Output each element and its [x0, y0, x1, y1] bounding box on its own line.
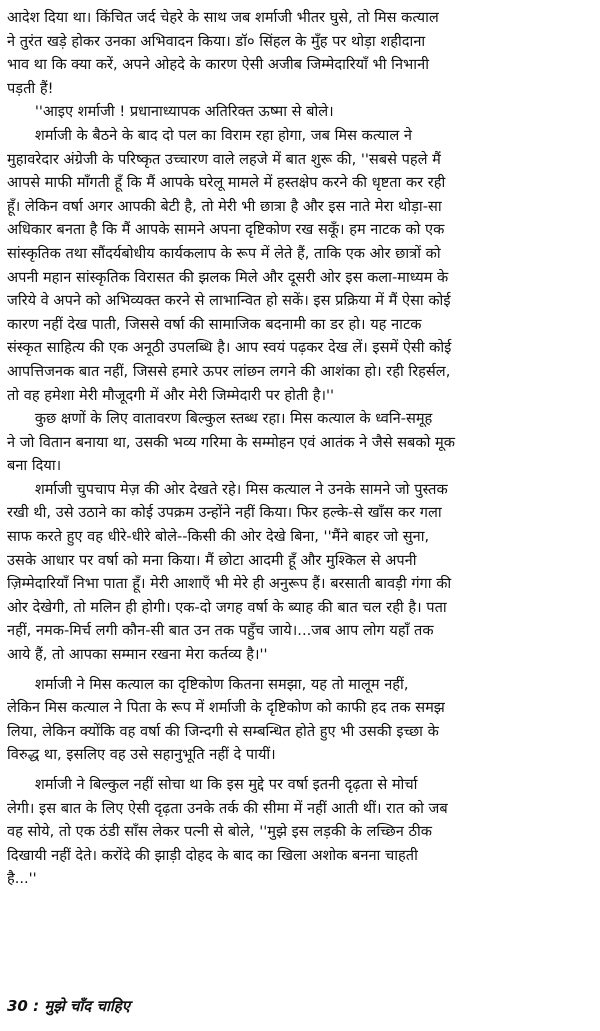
text-line: वह सोये, तो एक ठंडी साँस लेकर पत्नी से बोले, ''मुझे इस लड़की के लच्छिन ठीक — [7, 823, 432, 841]
text-line: अपनी महान सांस्कृतिक विरासत की झलक मिले और दूसरी ओर इस कला-माध्यम के — [7, 268, 449, 286]
text-line: भाव था कि क्या करें, अपने ओहदे के कारण ऐसी अजीब जिम्मेदारियाँ भी निभानी — [7, 56, 429, 74]
text-line: नहीं, नमक-मिर्च लगी कौन-सी बात उन तक पहुँच जाये।...जब आप लोग यहाँ तक — [7, 622, 434, 640]
paragraph — [7, 773, 591, 891]
text-line: बना दिया। — [7, 457, 62, 475]
text-line: उसके आधार पर वर्षा को मना किया। मैं छोटा आदमी हूँ और मुश्किल से अपनी — [7, 551, 417, 569]
text-line: आपत्तिजनक बात नहीं, जिससे हमारे ऊपर लांछन लगने की आशंका हो। रही रिहर्सल, — [7, 362, 451, 380]
text-line: ज़िम्मेदारियाँ निभा पाता हूँ। मेरी आशाएँ भी मेरे ही अनुरूप हैं। बरसाती बावड़ी गंगा की — [7, 575, 452, 593]
text-line: जरिये वे अपने को अभिव्यक्त करने से लाभान्वित हो सकें। इस प्रक्रिया में मैं ऐसा कोई — [7, 292, 451, 310]
text-line: संस्कृत साहित्य की एक अनूठी उपलब्धि है। आप स्वयं पढ़कर देख लें। इसमें ऐसी कोई — [7, 339, 452, 357]
paragraph — [7, 100, 591, 124]
page-number: 30 — [7, 997, 28, 1015]
text-line: सांस्कृतिक तथा सौंदर्यबोधीय कार्यकलाप के रूप में लेते हैं, ताकि एक ओर छात्रों को — [7, 244, 441, 262]
text-line: ओर देखेगी, तो मलिन ही होगी। एक-दो जगह वर्षा के ब्याह की बात चल रही है। पता — [7, 598, 447, 616]
text-line: साफ करते हुए वह धीरे-धीरे बोले--किसी की ओर देखे बिना, ''मैंने बाहर जो सुना, — [7, 528, 430, 546]
text-line: लेगी। इस बात के लिए ऐसी दृढ़ता उनके तर्क की सीमा में नहीं आती थीं। रात को जब — [7, 799, 448, 817]
text-line: लेकिन मिस कत्याल ने पिता के रूप में शर्माजी के दृष्टिकोण को काफी हद तक समझ — [7, 699, 445, 717]
text-line: शर्माजी के बैठने के बाद दो पल का विराम रहा होगा, जब मिस कत्याल ने — [7, 126, 412, 144]
paragraph — [7, 478, 591, 667]
text-line: कारण नहीं देख पाती, जिससे वर्षा की सामाजिक बदनामी का डर हो। यह नाटक — [7, 315, 422, 333]
text-line: हूँ। लेकिन वर्षा अगर आपकी बेटी है, तो मेरी भी छात्रा है और इस नाते मेरा थोड़ा-सा — [7, 197, 442, 215]
text-line: शर्माजी चुपचाप मेज़ की ओर देखते रहे। मिस कत्याल ने उनके सामने जो पुस्तक — [7, 480, 448, 498]
book-title: मुझे चाँद चाहिए — [44, 997, 131, 1015]
page-footer — [7, 994, 130, 1018]
text-line: है...'' — [7, 870, 37, 888]
text-line: दिखायी नहीं देते। करोंदे की झाड़ी दोहद के बाद का खिला अशोक बनना चाहती — [7, 846, 418, 864]
text-line: कुछ क्षणों के लिए वातावरण बिल्कुल स्तब्ध रहा। मिस कत्याल के ध्वनि-समूह — [7, 410, 433, 428]
text-line: तो वह हमेशा मेरी मौजूदगी में और मेरी जिम्मेदारी पर होती है।'' — [7, 386, 334, 404]
body-text — [7, 6, 591, 891]
paragraph — [7, 407, 591, 478]
text-line: ने तुरंत खड़े होकर उनका अभिवादन किया। डॉ० सिंहल के मुँह पर थोड़ा शहीदाना — [7, 32, 426, 50]
text-line: शर्माजी ने बिल्कुल नहीं सोचा था कि इस मुद्दे पर वर्षा इतनी दृढ़ता से मोर्चा — [7, 776, 418, 793]
text-line: शर्माजी ने मिस कत्याल का दृष्टिकोण कितना समझा, यह तो मालूम नहीं, — [7, 675, 409, 693]
footer-separator: : — [33, 997, 40, 1015]
paragraph — [7, 673, 591, 767]
paragraph — [7, 6, 591, 100]
text-line: आदेश दिया था। किंचित जर्द चेहरे के साथ जब शर्माजी भीतर घुसे, तो मिस कत्याल — [7, 9, 439, 26]
text-line: विरुद्ध था, इसलिए वह उसे सहानुभूति नहीं दे पायीं। — [7, 746, 276, 764]
text-line: आपसे माफी माँगती हूँ कि मैं आपके घरेलू मामले में हस्तक्षेप करने की धृष्टता कर रही — [7, 174, 446, 192]
text-line: आये हैं, तो आपका सम्मान रखना मेरा कर्तव्य है।'' — [7, 646, 268, 664]
text-line: ने जो वितान बनाया था, उसकी भव्य गरिमा के सम्मोहन एवं आतंक ने जैसे सबको मूक — [7, 433, 455, 451]
text-line: पड़ती हैं! — [7, 79, 54, 97]
text-line: लिया, लेकिन क्योंकि वह वर्षा की जिन्दगी से सम्बन्धित होते हुए भी उसकी इच्छा के — [7, 722, 439, 740]
paragraph — [7, 124, 591, 407]
text-line: अधिकार बनता है कि मैं आपके सामने अपना दृष्टिकोण रख सकूँ। हम नाटक को एक — [7, 221, 445, 239]
text-line: रखी थी, उसे उठाने का कोई उपक्रम उन्होंने नहीं किया। फिर हल्के-से खाँस कर गला — [7, 504, 442, 522]
text-line: मुहावरेदार अंग्रेजी के परिष्कृत उच्चारण वाले लहजे में बात शुरू की, ''सबसे पहले मैं — [7, 150, 441, 168]
text-line: ''आइए शर्माजी ! प्रधानाध्यापक अतिरिक्त ऊष्मा से बोले। — [7, 103, 334, 121]
